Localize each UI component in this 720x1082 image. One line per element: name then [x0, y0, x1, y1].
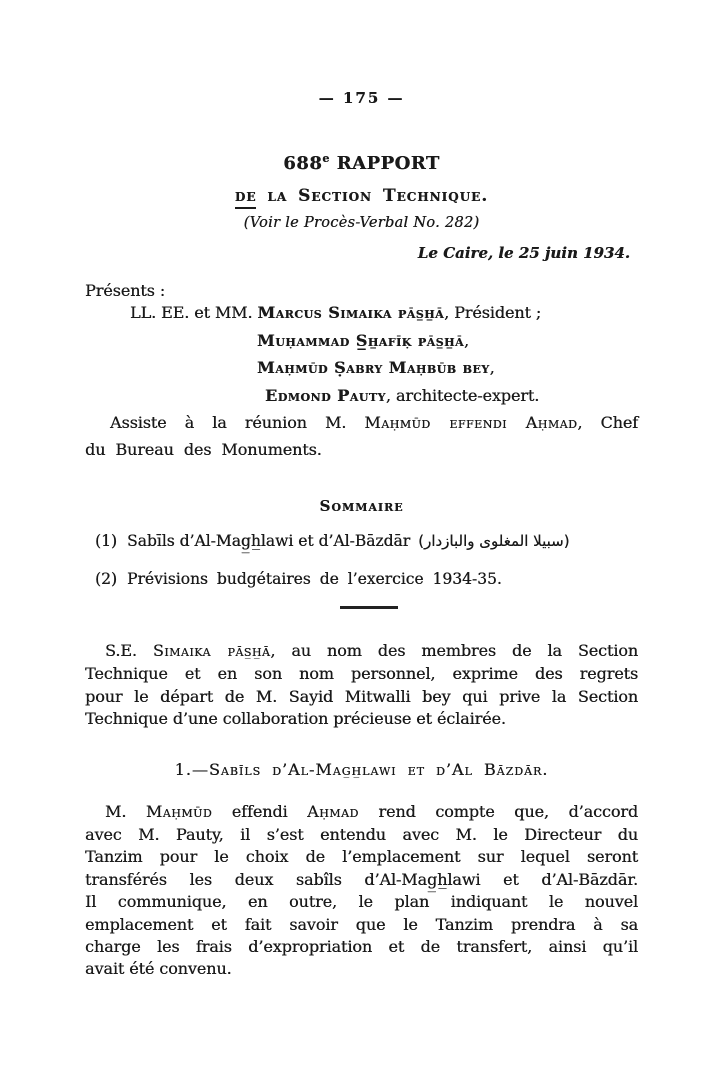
- paragraph-2-mid: effendi: [212, 802, 308, 821]
- paragraph-1-prefix: S.E.: [105, 641, 153, 660]
- paragraph-2-line-2: avec M. Pauty, il s’est entendu avec M. le Directeur du: [85, 825, 638, 844]
- summary-item-2-text: Prévisions budgétaires de l’exercice 1934-35.: [126, 570, 502, 588]
- report-subtitle-rest: la Section Technique.: [256, 186, 489, 206]
- attendee-line-3-suffix: ,: [489, 358, 495, 377]
- paragraph-2-line-3: Tanzim pour le choix de l’emplacement sur lequel seront: [85, 847, 638, 866]
- dateline: Le Caire, le 25 juin 1934.: [417, 244, 630, 262]
- report-number-ordinal: e: [322, 152, 330, 165]
- presents-label: Présents :: [85, 281, 165, 300]
- paragraph-1-line-4: Technique d’une collaboration précieuse et éclairée.: [85, 709, 506, 728]
- report-title-word: RAPPORT: [329, 153, 440, 174]
- attendee-line-1-prefix: LL. EE. et MM.: [130, 303, 258, 322]
- attendee-line-4: [85, 385, 638, 406]
- paragraph-2-line-8: avait été convenu.: [85, 959, 232, 978]
- summary-item-1: [85, 531, 638, 552]
- attendee-line-1: [85, 302, 638, 323]
- report-reference: (Voir le Procès-Verbal No. 282): [243, 215, 480, 231]
- attendance-suffix: , Chef: [577, 413, 638, 432]
- paragraph-1-line-3: pour le départ de M. Sayid Mitwalli bey qui prive la Section: [85, 687, 638, 706]
- paragraph-2-name-mahmud: Maḥmūd: [145, 802, 213, 821]
- attendee-name-ahmad: Maḥmūd effendi Aḥmad: [364, 413, 578, 432]
- paragraph-2-line-7: charge les frais d’expropriation et de transfert, ainsi qu’il: [85, 937, 638, 956]
- summary-item-1-text: Sabīls d’Al-Mag̲h̲lawi et d’Al-Bāzdār: [126, 532, 411, 550]
- attendance-note-line-2: du Bureau des Monuments.: [85, 440, 322, 459]
- page-number: — 175 —: [318, 89, 405, 107]
- attendee-line-3: [85, 357, 638, 378]
- paragraph-2-line-6: emplacement et fait savoir que le Tanzim prendra à sa: [85, 915, 638, 934]
- summary-item-1-arabic: (سبيلا المغلوى والبازدار): [418, 532, 570, 550]
- paragraph-2-prefix: M.: [105, 802, 146, 821]
- section-divider-rule: [340, 606, 398, 609]
- attendee-name-shafik: Muḥammad S̲h̲afīḳ pās̲h̲ā: [257, 331, 464, 350]
- paragraph-1-suffix: , au nom des membres de la Section: [270, 641, 638, 660]
- paragraph-2-line-5: Il communique, en outre, le plan indiquant le nouvel: [85, 892, 638, 911]
- paragraph-1-line-1: [85, 640, 638, 661]
- summary-item-2: [85, 569, 638, 590]
- summary-item-2-number: (2): [95, 570, 117, 588]
- report-number: 688: [283, 153, 323, 174]
- attendee-line-4-suffix: , architecte-expert.: [385, 386, 540, 405]
- summary-item-1-number: (1): [95, 532, 117, 550]
- paragraph-2-name-ahmad: Aḥmad: [307, 802, 359, 821]
- attendee-name-simaika: Marcus Simaika pās̲h̲ā: [257, 303, 445, 322]
- report-subtitle: [85, 184, 638, 208]
- report-subtitle-underlined: de: [235, 186, 257, 209]
- paragraph-1-name-simaika: Simaika pās̲h̲ā: [152, 641, 271, 660]
- section-1-heading: 1.—Sabīls d’Al-Mag̲h̲lawi et d’Al Bāzdār.: [174, 760, 549, 779]
- paragraph-2-line-4: transférés les deux sabîls d’Al-Mag̲h̲lawi et d’Al-Bāzdār.: [85, 870, 638, 889]
- paragraph-1-line-2: Technique et en son nom personnel, exprime des regrets: [85, 664, 638, 683]
- attendee-line-1-suffix: , Président ;: [444, 303, 542, 322]
- attendee-name-pauty: Edmond Pauty: [265, 386, 386, 405]
- report-title: [85, 147, 638, 176]
- attendance-prefix: Assiste à la réunion M.: [110, 413, 365, 432]
- paragraph-2-suffix: rend compte que, d’accord: [358, 802, 638, 821]
- attendance-note-line-1: [85, 412, 638, 433]
- summary-heading: Sommaire: [319, 497, 404, 515]
- attendee-name-mahbub: Maḥmūd Ṣabry Maḥbūb bey: [257, 358, 490, 377]
- attendee-line-2-suffix: ,: [463, 331, 469, 350]
- paragraph-2-line-1: [85, 801, 638, 822]
- attendee-line-2: [85, 330, 638, 351]
